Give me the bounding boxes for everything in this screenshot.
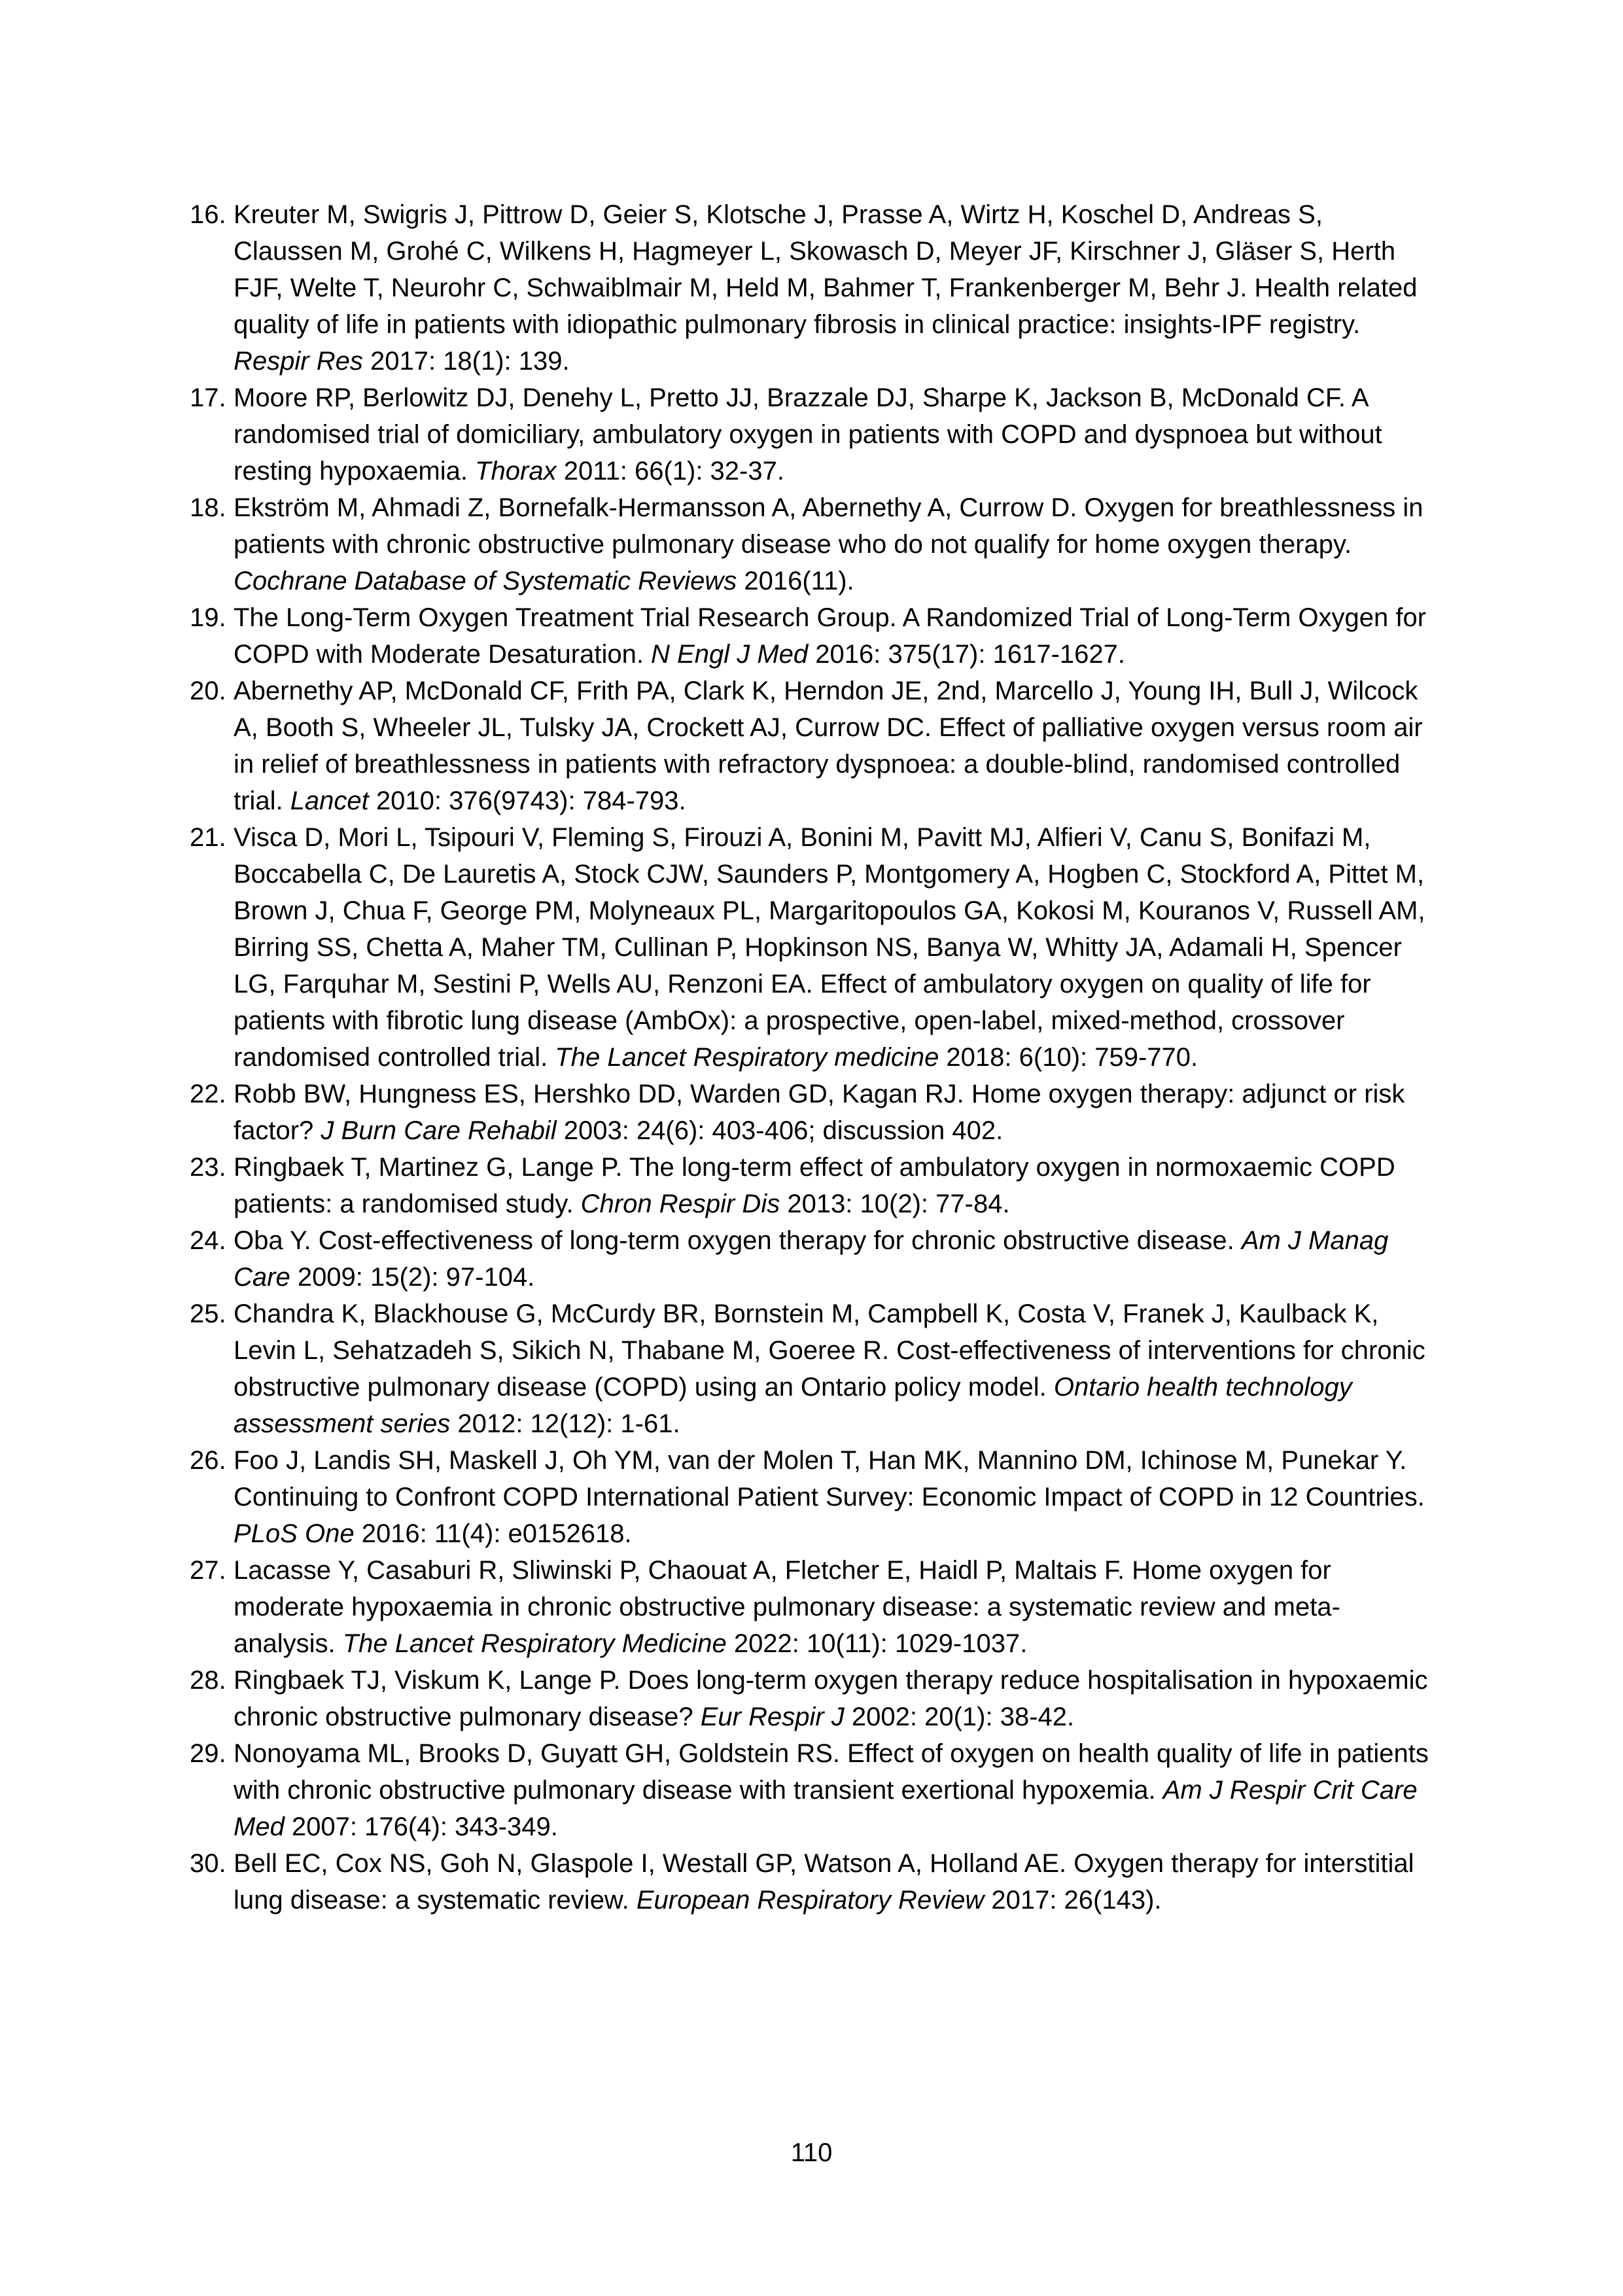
page-number: 110 (790, 2138, 833, 2167)
citation-text: Ringbaek TJ, Viskum K, Lange P. Does long-term oxygen therapy reduce hospitalisation in hypoxaemic chronic obstructive pulmonary disease? (234, 1666, 1428, 1731)
reference-item (190, 1076, 1436, 1149)
journal-name: Am J Respir Crit Care Med (234, 1776, 1418, 1841)
reference-item (190, 196, 1436, 380)
citation-text: 2007: 176(4): 343-349. (284, 1812, 558, 1841)
reference-text (234, 1222, 1436, 1296)
citation-text: 2016: 375(17): 1617-1627. (808, 640, 1125, 669)
citation-text: Visca D, Mori L, Tsipouri V, Fleming S, Firouzi A, Bonini M, Pavitt MJ, Alfieri V, Canu S, Bonifazi M, Boccabella C, De Lauretis A, Stock CJW, Saunders P, Montgomery A, Hogben C, Stockford A, Pittet M, Brown J, Chua F, George PM, Molyneaux PL, Margaritopoulos GA, Kokosi M, Kouranos V, Russell AM, Birring SS, Chetta A, Maher TM, Cullinan P, Hopkinson NS, Banya W, Whitty JA, Adamali H, Spencer LG, Farquhar M, Sestini P, Wells AU, Renzoni EA. Effect of ambulatory oxygen on quality of life for patients with fibrotic lung disease (AmbOx): a prospective, open-label, mixed-method, crossover randomised controlled trial. (234, 823, 1425, 1072)
reference-item (190, 673, 1436, 819)
reference-number: 27. (190, 1556, 226, 1585)
citation-text: Abernethy AP, McDonald CF, Frith PA, Clark K, Herndon JE, 2nd, Marcello J, Young IH, Bull J, Wilcock A, Booth S, Wheeler JL, Tulsky JA, Crockett AJ, Currow DC. Effect of palliative oxygen versus room air in relief of breathlessness in patients with refractory dyspnoea: a double-blind, randomised controlled trial. (234, 677, 1423, 815)
citation-text: The Long-Term Oxygen Treatment Trial Research Group. A Randomized Trial of Long-Term Oxygen for COPD with Moderate Desaturation. (234, 603, 1427, 669)
reference-text (234, 196, 1436, 380)
citation-text: Lacasse Y, Casaburi R, Sliwinski P, Chaouat A, Fletcher E, Haidl P, Maltais F. Home oxygen for moderate hypoxaemia in chronic obstructive pulmonary disease: a systematic review and meta-analysis. (234, 1556, 1340, 1658)
reference-item (190, 1149, 1436, 1222)
journal-name: Lancet (290, 786, 369, 815)
citation-text: 2003: 24(6): 403-406; discussion 402. (556, 1116, 1003, 1145)
reference-text (234, 1296, 1436, 1442)
reference-number: 28. (190, 1666, 226, 1695)
reference-item (190, 1552, 1436, 1662)
citation-text: Moore RP, Berlowitz DJ, Denehy L, Pretto JJ, Brazzale DJ, Sharpe K, Jackson B, McDonald CF. A randomised trial of domiciliary, ambulatory oxygen in patients with COPD and dyspnoea but without resting hypoxaemia. (234, 383, 1382, 486)
reference-number: 18. (190, 493, 226, 522)
reference-item (190, 1222, 1436, 1296)
reference-number: 25. (190, 1299, 226, 1328)
citation-text: 2018: 6(10): 759-770. (939, 1043, 1198, 1072)
reference-item (190, 819, 1436, 1076)
journal-name: Ontario health technology assessment series (234, 1373, 1352, 1438)
reference-item (190, 489, 1436, 599)
reference-text (234, 1735, 1436, 1845)
journal-name: Chron Respir Dis (580, 1190, 780, 1218)
citation-text: Oba Y. Cost-effectiveness of long-term oxygen therapy for chronic obstructive disease. (234, 1226, 1242, 1255)
citation-text: 2009: 15(2): 97-104. (290, 1263, 535, 1292)
reference-text (234, 1076, 1436, 1149)
citation-text: 2011: 66(1): 32-37. (556, 457, 784, 486)
reference-number: 20. (190, 677, 226, 705)
journal-name: J Burn Care Rehabil (321, 1116, 557, 1145)
citation-text: Ringbaek T, Martinez G, Lange P. The long-term effect of ambulatory oxygen in normoxaemic COPD patients: a randomised study. (234, 1153, 1395, 1218)
reference-number: 16. (190, 200, 226, 229)
citation-text: Robb BW, Hungness ES, Hershko DD, Warden GD, Kagan RJ. Home oxygen therapy: adjunct or risk factor? (234, 1080, 1405, 1145)
citation-text: Kreuter M, Swigris J, Pittrow D, Geier S, Klotsche J, Prasse A, Wirtz H, Koschel D, Andreas S, Claussen M, Grohé C, Wilkens H, Hagmeyer L, Skowasch D, Meyer JF, Kirschner J, Gläser S, Herth FJF, Welte T, Neurohr C, Schwaiblmair M, Held M, Bahmer T, Frankenberger M, Behr J. Health related quality of life in patients with idiopathic pulmonary fibrosis in clinical practice: insights-IPF registry. (234, 200, 1418, 339)
citation-text: Chandra K, Blackhouse G, McCurdy BR, Bornstein M, Campbell K, Costa V, Franek J, Kaulback K, Levin L, Sehatzadeh S, Sikich N, Thabane M, Goeree R. Cost-effectiveness of interventions for chronic obstructive pulmonary disease (COPD) using an Ontario policy model. (234, 1299, 1425, 1402)
reference-number: 29. (190, 1739, 226, 1768)
journal-name: PLoS One (234, 1519, 355, 1548)
reference-item (190, 1735, 1436, 1845)
reference-text (234, 489, 1436, 599)
citation-text: 2013: 10(2): 77-84. (780, 1190, 1010, 1218)
journal-name: Respir Res (234, 347, 363, 376)
reference-number: 19. (190, 603, 226, 632)
citation-text: 2022: 10(11): 1029-1037. (726, 1629, 1028, 1658)
reference-number: 30. (190, 1849, 226, 1878)
citation-text: Foo J, Landis SH, Maskell J, Oh YM, van der Molen T, Han MK, Mannino DM, Ichinose M, Punekar Y. Continuing to Confront COPD International Patient Survey: Economic Impact of COPD in 12 Countries. (234, 1446, 1425, 1511)
citation-text: 2002: 20(1): 38-42. (844, 1703, 1075, 1731)
reference-item (190, 380, 1436, 489)
journal-name: N Engl J Med (651, 640, 809, 669)
reference-text (234, 1662, 1436, 1735)
journal-name: Am J Manag Care (234, 1226, 1389, 1292)
journal-name: Thorax (475, 457, 557, 486)
reference-item (190, 1662, 1436, 1735)
reference-text (234, 1552, 1436, 1662)
citation-text: 2017: 26(143). (984, 1886, 1162, 1915)
journal-name: The Lancet Respiratory medicine (555, 1043, 939, 1072)
journal-name: European Respiratory Review (636, 1886, 985, 1915)
reference-item (190, 1296, 1436, 1442)
reference-text (234, 599, 1436, 673)
journal-name: The Lancet Respiratory Medicine (342, 1629, 727, 1658)
reference-text (234, 819, 1436, 1076)
references-list (190, 196, 1436, 1918)
citation-text: 2012: 12(12): 1-61. (450, 1409, 680, 1438)
reference-number: 21. (190, 823, 226, 852)
reference-text (234, 1149, 1436, 1222)
journal-name: Cochrane Database of Systematic Reviews (234, 567, 737, 595)
reference-number: 26. (190, 1446, 226, 1475)
citation-text: 2010: 376(9743): 784-793. (368, 786, 686, 815)
reference-text (234, 673, 1436, 819)
citation-text: Bell EC, Cox NS, Goh N, Glaspole I, Westall GP, Watson A, Holland AE. Oxygen therapy for interstitial lung disease: a systematic review. (234, 1849, 1414, 1915)
citation-text: Nonoyama ML, Brooks D, Guyatt GH, Goldstein RS. Effect of oxygen on health quality of life in patients with chronic obstructive pulmonary disease with transient exertional hypoxemia. (234, 1739, 1429, 1805)
reference-number: 22. (190, 1080, 226, 1108)
reference-text (234, 1442, 1436, 1552)
reference-text (234, 380, 1436, 489)
reference-text (234, 1845, 1436, 1918)
journal-name: Eur Respir J (700, 1703, 845, 1731)
reference-item (190, 1442, 1436, 1552)
citation-text: 2016(11). (737, 567, 854, 595)
reference-number: 23. (190, 1153, 226, 1182)
citation-text: Ekström M, Ahmadi Z, Bornefalk-Hermansson A, Abernethy A, Currow D. Oxygen for breathlessness in patients with chronic obstructive pulmonary disease who do not qualify for home oxygen therapy. (234, 493, 1423, 559)
reference-item (190, 1845, 1436, 1918)
citation-text: 2017: 18(1): 139. (362, 347, 570, 376)
reference-item (190, 599, 1436, 673)
reference-number: 24. (190, 1226, 226, 1255)
reference-number: 17. (190, 383, 226, 412)
citation-text: 2016: 11(4): e0152618. (354, 1519, 632, 1548)
